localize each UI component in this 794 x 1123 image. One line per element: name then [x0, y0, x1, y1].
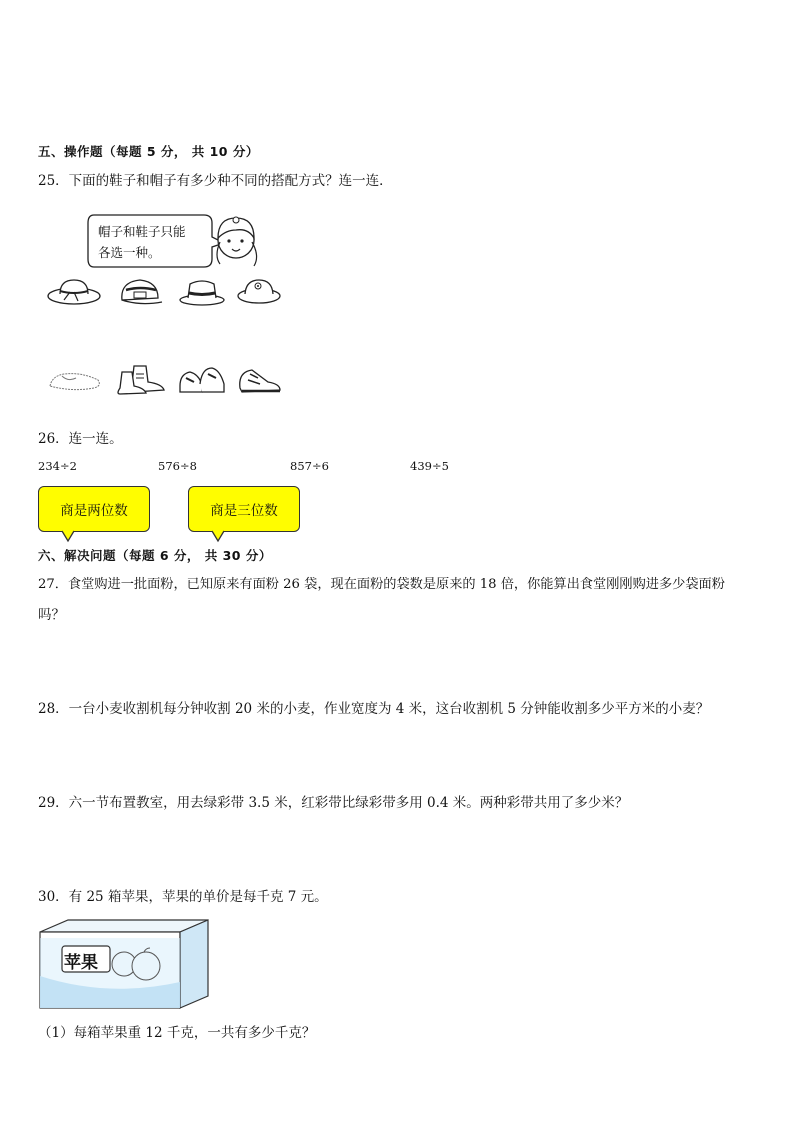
sports-shoes-icon [234, 362, 284, 396]
speech-line-2: 各选一种。 [98, 245, 161, 260]
question-27-line-2: 吗？ [38, 607, 65, 623]
question-30-text: 30．有 25 箱苹果，苹果的单价是每千克 7 元。 [38, 889, 328, 905]
sun-hat-with-bow-icon [46, 276, 102, 306]
expression-1: 234÷2 [38, 459, 77, 473]
expression-2: 576÷8 [158, 459, 197, 473]
question-29-text: 29．六一节布置教室，用去绿彩带 3.5 米，红彩带比绿彩带多用 0.4 米。两种彩带共用了多少米？ [38, 795, 629, 811]
expression-4: 439÷5 [410, 459, 449, 473]
slipper-icon [46, 366, 104, 394]
section-5-title: 五、操作题（每题 5 分， 共 10 分） [38, 144, 259, 159]
boots-icon [116, 362, 168, 396]
three-digit-quotient-box [188, 486, 300, 532]
section-6-title: 六、解决问题（每题 6 分， 共 30 分） [38, 548, 272, 563]
box-pointer [60, 531, 80, 543]
two-digit-label: 商是两位数 [60, 503, 128, 519]
fedora-hat-icon [178, 278, 226, 306]
question-28-text: 28．一台小麦收割机每分钟收割 20 米的小麦，作业宽度为 4 米，这台收割机 5 分钟能收割多少平方米的小麦？ [38, 701, 710, 717]
question-25-text: 25．下面的鞋子和帽子有多少种不同的搭配方式？连一连． [38, 173, 393, 189]
girl-illustration [212, 212, 264, 272]
three-digit-label: 商是三位数 [210, 503, 278, 519]
question-26-text: 26．连一连。 [38, 431, 123, 447]
baseball-cap-icon [116, 276, 164, 308]
question-27-line-1: 27．食堂购进一批面粉，已知原来有面粉 26 袋，现在面粉的袋数是原来的 18 倍，你能算出食堂刚刚购进多少袋面粉 [38, 577, 725, 592]
expression-3: 857÷6 [290, 459, 329, 473]
sneakers-icon [176, 362, 228, 396]
two-digit-quotient-box [38, 486, 150, 532]
box-pointer [210, 531, 230, 543]
apple-box-label: 苹果 [64, 953, 98, 973]
question-30-sub-1: （1）每箱苹果重 12 千克，一共有多少千克？ [38, 1025, 316, 1041]
flower-bucket-hat-icon [236, 276, 282, 306]
speech-line-1: 帽子和鞋子只能 [98, 224, 186, 239]
